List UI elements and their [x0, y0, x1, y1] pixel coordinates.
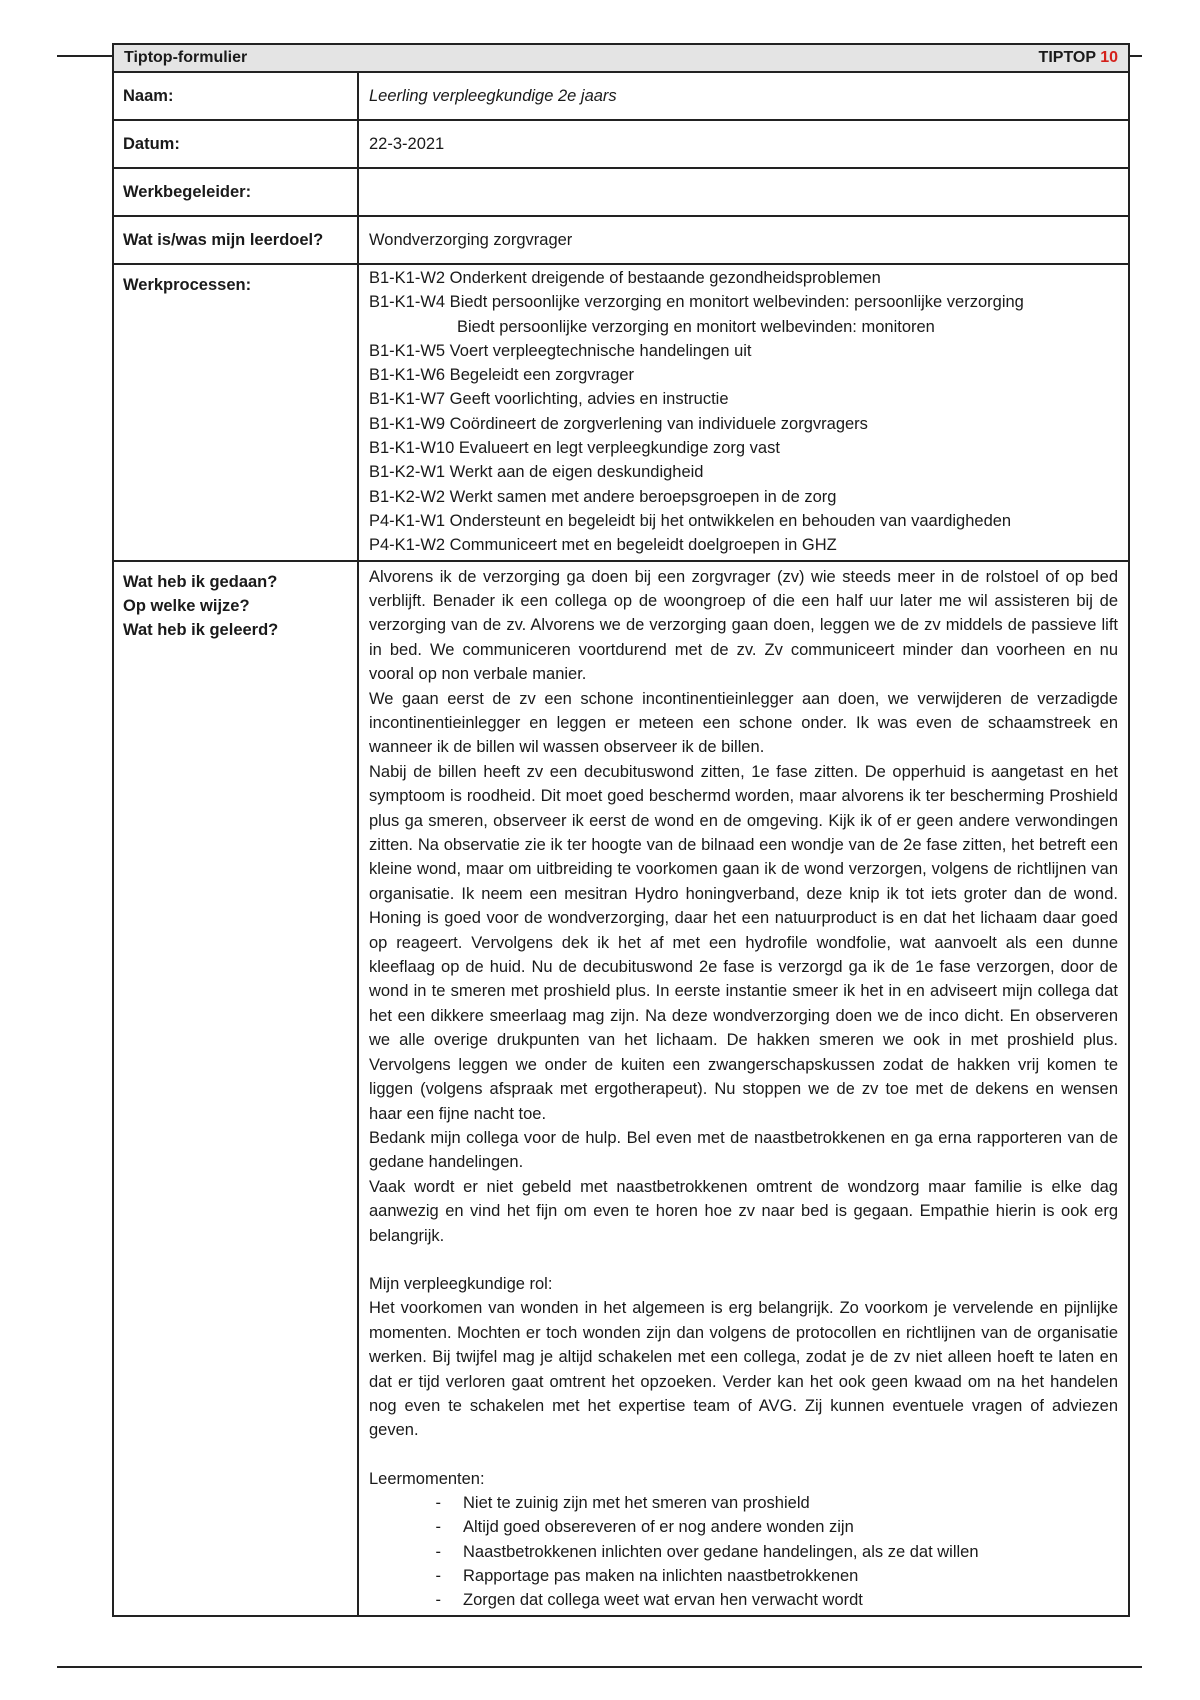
row-leerdoel — [114, 217, 1128, 265]
rol-text: Het voorkomen van wonden in het algemeen is erg belangrijk. Zo voorkom je vervelende en pijnlijke momenten. Mochten er toch wonden zijn dan volgens de protocollen en richtlijnen van de organisatie werken. Bij twijfel mag je altijd schakelen met een collega, zodat je de zv niet alleen hoeft te laten en dat er tijd verloren gaat omtrent het opzoeken. Verder kan het ook geen kwaad om na het handelen nog even te schakelen met het expertise team of AVG. Zij kunnen eventuele vragen of adviezen geven. — [369, 1299, 1118, 1440]
leermoment-text: Naastbetrokkenen inlichten over gedane handelingen, als ze dat willen — [463, 1542, 979, 1561]
werkproces-item: B1-K1-W4 Biedt persoonlijke verzorging en monitort welbevinden: persoonlijke verzorging — [369, 293, 1024, 312]
rol-heading: Mijn verpleegkundige rol: — [369, 1274, 553, 1293]
leermoment-text: Altijd goed obsereveren of er nog andere wonden zijn — [463, 1518, 854, 1537]
brand-logo — [1039, 49, 1118, 67]
brand-text: TIPTOP — [1038, 49, 1096, 66]
werkproces-item: B1-K2-W2 Werkt samen met andere beroepsgroepen in de zorg — [369, 487, 837, 506]
leermoment-text: Rapportage pas maken na inlichten naastbetrokkenen — [463, 1567, 859, 1586]
werkproces-item: P4-K1-W2 Communiceert met en begeleidt doelgroepen in GHZ — [369, 536, 837, 555]
row-werkprocessen — [114, 265, 1128, 562]
form-title: Tiptop-formulier — [124, 49, 248, 66]
geleerd-label: Wat heb ik geleerd? — [123, 620, 279, 639]
werkproces-item: B1-K1-W7 Geeft voorlichting, advies en instructie — [369, 390, 729, 409]
wijze-label: Op welke wijze? — [123, 596, 250, 615]
naam-value: Leerling verpleegkundige 2e jaars — [369, 87, 617, 105]
werkproces-item: B1-K1-W9 Coördineert de zorgverlening van individuele zorgvragers — [369, 414, 868, 433]
werkprocessen-list — [359, 265, 1128, 560]
tiptop-form — [112, 43, 1130, 1617]
werkproces-item: P4-K1-W1 Ondersteunt en begeleidt bij het ontwikkelen en behouden van vaardigheden — [369, 511, 1012, 530]
reflectie-body — [359, 562, 1128, 1615]
reflectie-paragraph: Alvorens ik de verzorging ga doen bij een zorgvrager (zv) wie steeds meer in de rolstoel of op bed verblijft. Benader ik een collega op de woongroep of die een half uur later me wil assisteren bij de verzorging van de zv. Alvorens we de verzorging gaan doen, leggen we de zv middels de passieve lift in bed. We communiceren voortdurend met de zv. Zv communiceert minder dan voorheen en nu vooral op non verbale manier. — [369, 567, 1118, 684]
leerdoel-value: Wondverzorging zorgvrager — [369, 231, 573, 249]
spacer — [369, 1443, 1118, 1467]
naam-label: Naam: — [114, 73, 359, 119]
reflectie-paragraph: Nabij de billen heeft zv een decubituswond zitten, 1e fase zitten. De opperhuid is aangetast en het symptoom is roodheid. Dit moet goed beschermd worden, maar alvorens ik ter bescherming Proshield plus ga smeren, observeer ik eerst de wond en de omgeving. Kijk ik of er geen andere verwondingen zitten. Na observatie zie ik ter hoogte van de bilnaad een wondje van de 2e fase zitten, het betreft een kleine wond, maar om uitbreiding te voorkomen gaan ik de wond verzorgen, volgens de richtlijnen van organisatie. Ik neem een mesitran Hydro honingverband, deze knip ik tot iets groter dan de wond. Honing is goed voor de wondverzorging, daar het een natuurproduct is en dat het lichaam daar goed op reageert. Vervolgens dek ik het af met een hydrofile wondfolie, wat aanvoelt als een dunne kleeflaag op de huid. Nu de decubituswond 2e fase is verzorgd ga ik de 1e fase verzorgen, door de wond in te smeren met proshield plus. In eerste instantie smeer ik het in en adviseert mijn collega dat het een dikkere smeerlaag mag zijn. Na deze wondverzorging doen we de inco dicht. En observeren we alle overige drukpunten van het lichaam. De hakken smeren we ook in met proshield plus. Vervolgens leggen we onder de kuiten een zwangerschapskussen zodat de hakken vrij komen te liggen (volgens afspraak met ergotherapeut). Nu stoppen we de zv toe met de dekens en wensen haar een fijne nacht toe. — [369, 762, 1118, 1123]
werkproces-item: Biedt persoonlijke verzorging en monitort welbevinden: monitoren — [457, 317, 935, 336]
leermoment-item — [369, 1564, 1118, 1588]
row-werkbegeleider — [114, 169, 1128, 217]
reflectie-labels — [114, 562, 359, 1615]
werkproces-item: B1-K1-W10 Evalueert en legt verpleegkundige zorg vast — [369, 439, 780, 458]
row-reflectie — [114, 562, 1128, 1615]
bullet-dash: - — [435, 1494, 441, 1513]
bullet-dash: - — [435, 1518, 441, 1537]
datum-value: 22-3-2021 — [369, 135, 445, 153]
bullet-dash: - — [435, 1542, 441, 1561]
footer-rule — [57, 1666, 1142, 1668]
leermoment-item — [369, 1515, 1118, 1539]
reflectie-paragraph: We gaan eerst de zv een schone incontinentieinlegger aan doen, we verwijderen de verzadigde incontinentieinlegger en leggen er meteen een schone onder. Ik was even de schaamstreek en wanneer ik de billen wil wassen observeer ik de billen. — [369, 689, 1118, 757]
gedaan-label: Wat heb ik gedaan? — [123, 572, 278, 591]
werkproces-item: B1-K1-W5 Voert verpleegtechnische handelingen uit — [369, 341, 752, 360]
werkproces-item: B1-K2-W1 Werkt aan de eigen deskundigheid — [369, 463, 704, 482]
werkprocessen-label: Werkprocessen: — [114, 265, 359, 560]
leermoment-item — [369, 1491, 1118, 1515]
row-naam — [114, 73, 1128, 121]
form-title-bar — [114, 45, 1128, 73]
leermoment-text: Zorgen dat collega weet wat ervan hen verwacht wordt — [463, 1591, 863, 1610]
leermoment-item — [369, 1588, 1118, 1612]
leermomenten-list — [369, 1491, 1118, 1612]
werkbegeleider-label: Werkbegeleider: — [114, 169, 359, 215]
spacer — [369, 1248, 1118, 1272]
datum-label: Datum: — [114, 121, 359, 167]
row-datum — [114, 121, 1128, 169]
brand-number: 10 — [1100, 49, 1118, 66]
werkproces-item: B1-K1-W6 Begeleidt een zorgvrager — [369, 366, 635, 385]
reflectie-paragraph: Bedank mijn collega voor de hulp. Bel even met de naastbetrokkenen en ga erna rapporteren van de gedane handelingen. — [369, 1128, 1118, 1172]
reflectie-paragraph: Vaak wordt er niet gebeld met naastbetrokkenen omtrent de wondzorg maar familie is elke dag aanwezig en vind het fijn om even te horen hoe zv naar bed is gegaan. Empathie hierin is ook erg belangrijk. — [369, 1177, 1118, 1245]
bullet-dash: - — [435, 1567, 441, 1586]
leermoment-item — [369, 1540, 1118, 1564]
bullet-dash: - — [435, 1591, 441, 1610]
leerdoel-label: Wat is/was mijn leerdoel? — [114, 217, 359, 263]
werkproces-item: B1-K1-W2 Onderkent dreigende of bestaande gezondheidsproblemen — [369, 269, 881, 287]
werkbegeleider-value — [359, 169, 1128, 215]
leermoment-text: Niet te zuinig zijn met het smeren van proshield — [463, 1494, 810, 1513]
leermomenten-heading: Leermomenten: — [369, 1469, 485, 1488]
